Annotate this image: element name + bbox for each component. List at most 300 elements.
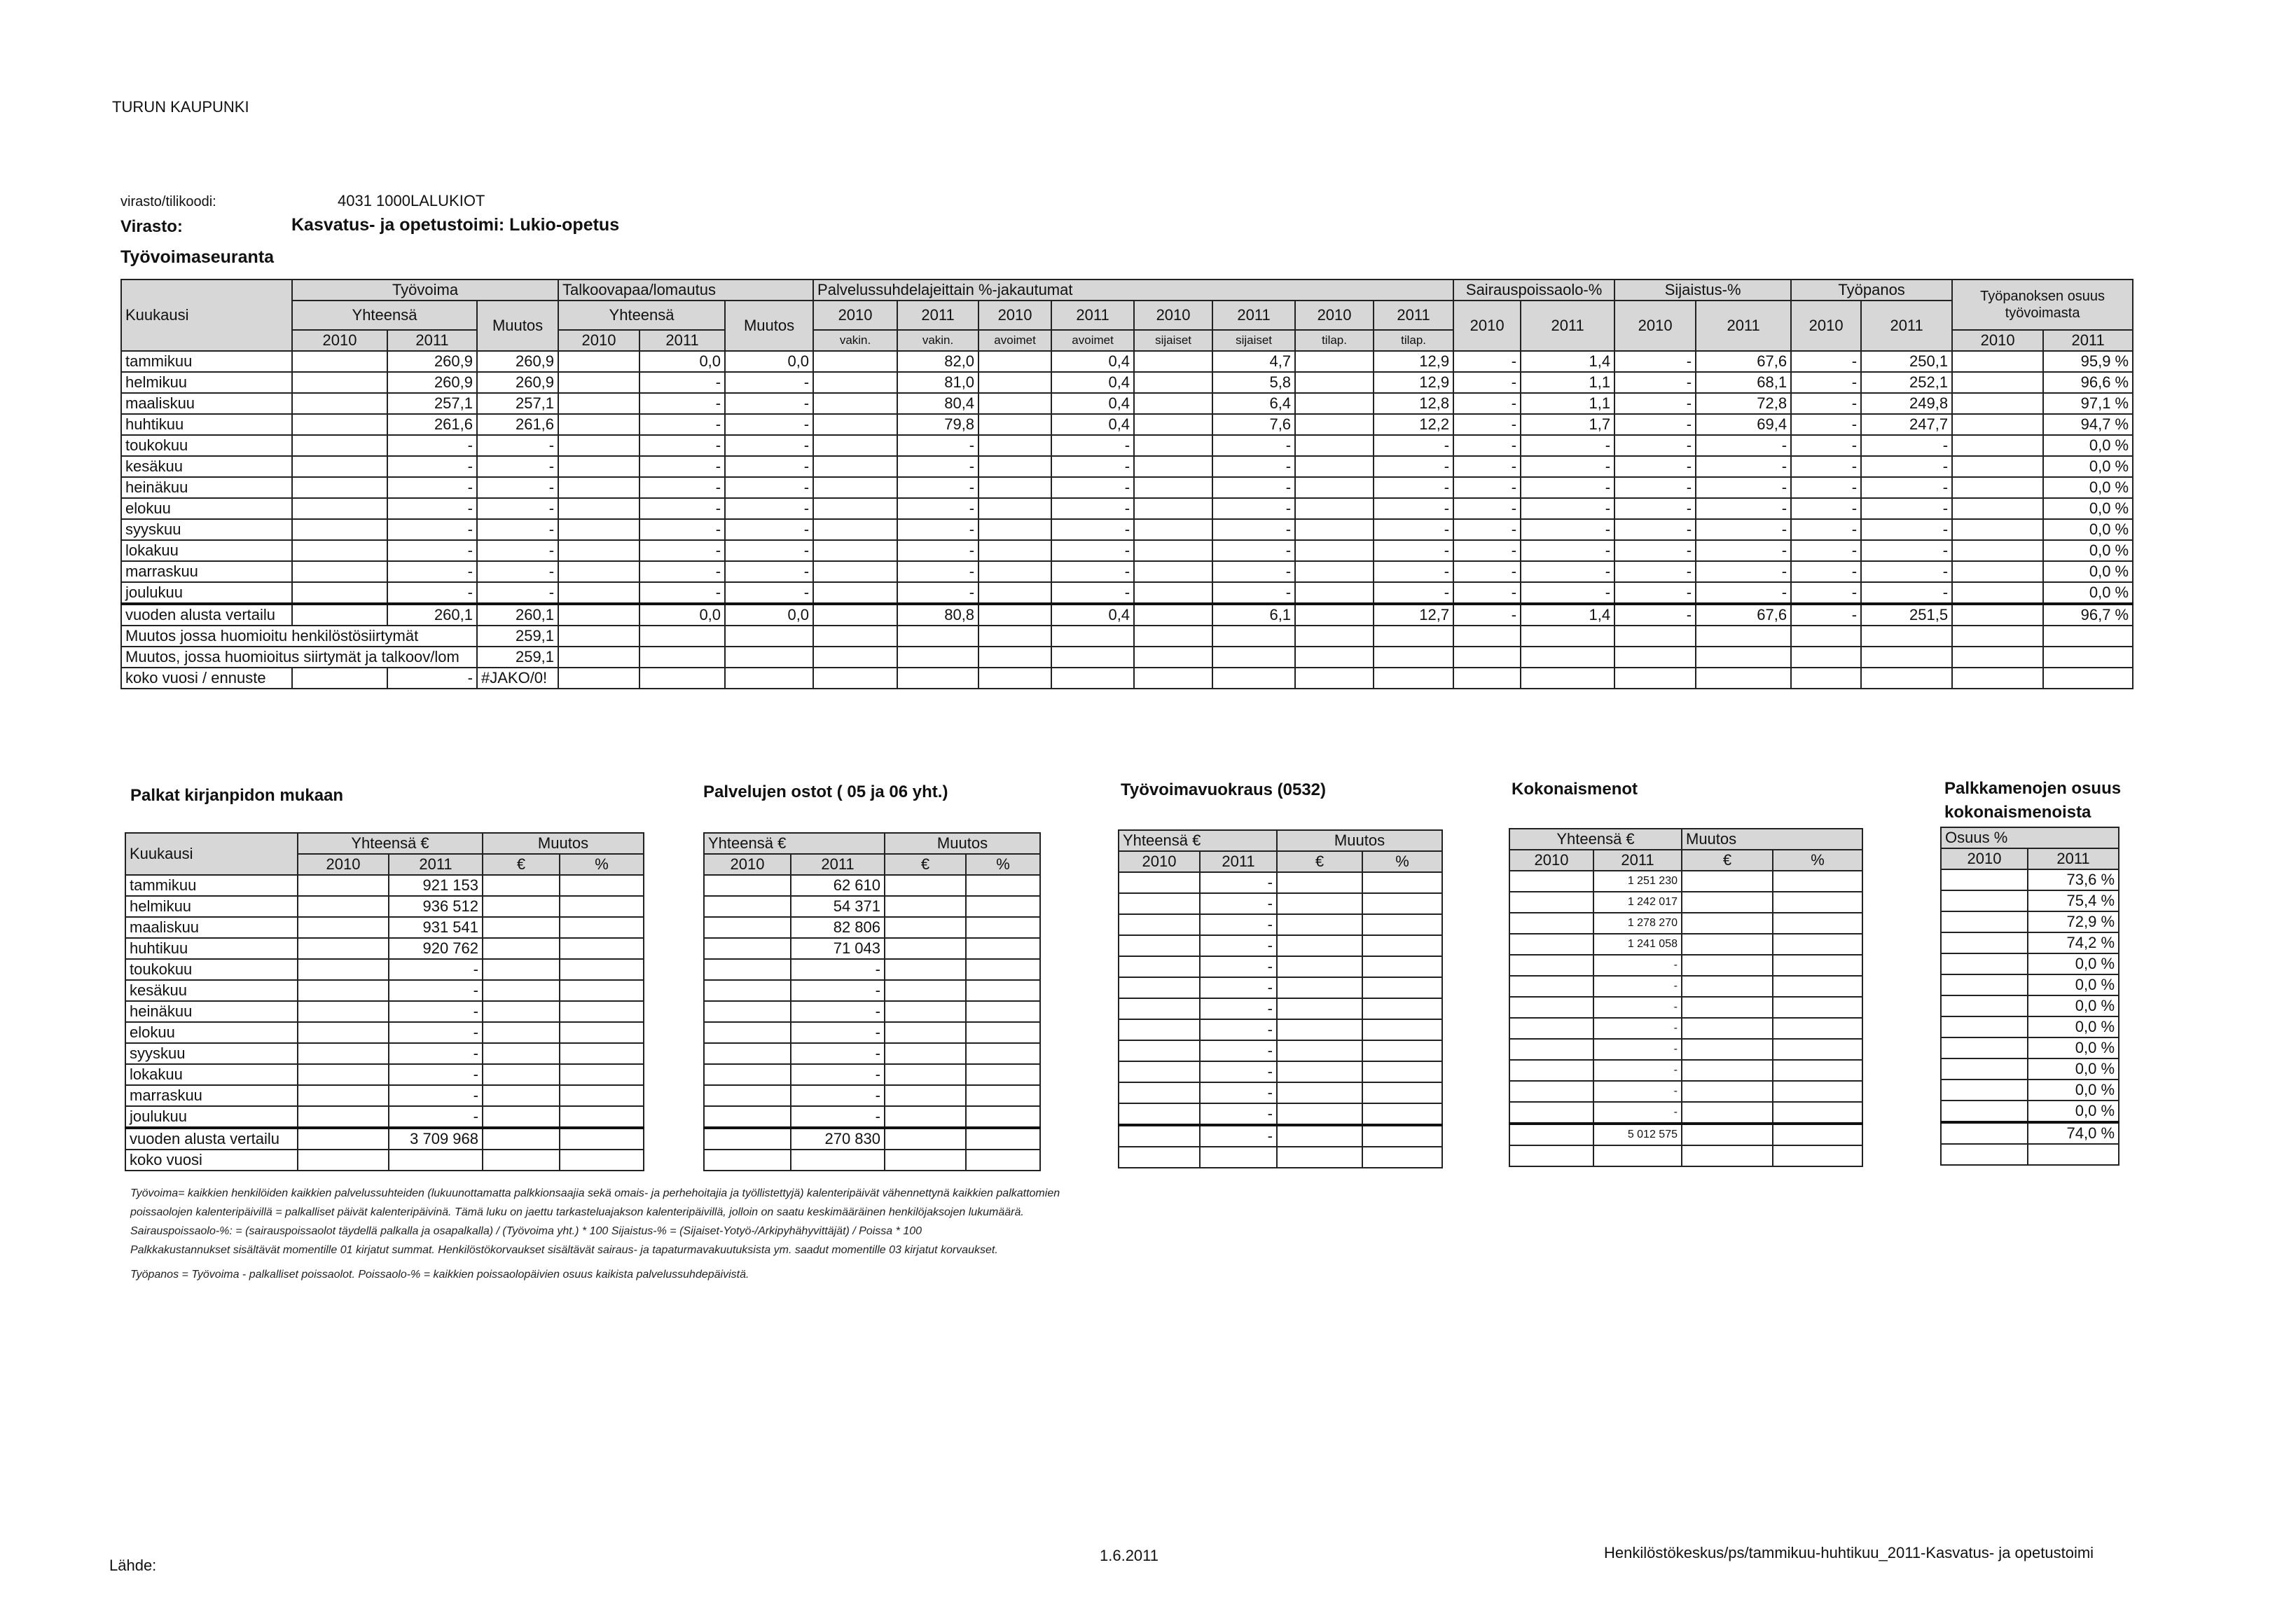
table-cell: -: [477, 498, 558, 519]
table-cell: [1773, 871, 1862, 892]
table-row: [1941, 974, 2119, 995]
table-cell: [1295, 519, 1374, 540]
table-cell: -: [1212, 561, 1295, 582]
table-cell: -: [1861, 519, 1952, 540]
table-cell: [1773, 934, 1862, 955]
table-cell: [813, 477, 897, 498]
table-cell: 71 043: [791, 938, 885, 959]
month-cell: helmikuu: [121, 372, 292, 393]
table-cell: [1861, 668, 1952, 689]
table-cell: [704, 1064, 791, 1085]
table-cell: -: [1593, 1060, 1682, 1081]
table-cell: -: [387, 519, 477, 540]
table-cell: [298, 980, 389, 1001]
table-cell: -: [1212, 477, 1295, 498]
table-cell: [1614, 626, 1696, 647]
table-cell: [1941, 1101, 2028, 1122]
table-cell: -: [897, 582, 978, 604]
table-cell: -: [1791, 393, 1861, 414]
table-cell: -: [389, 959, 483, 980]
table-cell: [978, 668, 1051, 689]
kokonais-table: [1509, 828, 1863, 1167]
table-cell: [1509, 976, 1593, 997]
table-cell: [1952, 372, 2043, 393]
table-cell: 0,0 %: [2028, 1058, 2119, 1080]
total-row: [1509, 1124, 1862, 1145]
table-cell: [885, 1064, 966, 1085]
header-sijaistus: Sijaistus-%: [1614, 280, 1791, 301]
table-cell: -: [897, 456, 978, 477]
total-label: vuoden alusta vertailu: [125, 1128, 298, 1150]
table-cell: 270 830: [791, 1128, 885, 1150]
table-cell: 1,7: [1521, 414, 1614, 435]
table-cell: [1051, 626, 1134, 647]
table-cell: [298, 1106, 389, 1128]
table-cell: [704, 980, 791, 1001]
table-cell: [1509, 934, 1593, 955]
table-cell: [298, 917, 389, 938]
table-cell: [2043, 647, 2133, 668]
table-cell: [1362, 1125, 1442, 1147]
table-cell: [1509, 997, 1593, 1018]
table-row: [121, 393, 2133, 414]
table-cell: -: [791, 1022, 885, 1043]
sub-header: avoimet: [978, 330, 1051, 351]
table-cell: [966, 1128, 1040, 1150]
table-cell: 96,6 %: [2043, 372, 2133, 393]
table-cell: [1773, 1102, 1862, 1124]
table-cell: [1941, 911, 2028, 932]
table-cell: [2043, 626, 2133, 647]
table-cell: 1 278 270: [1593, 913, 1682, 934]
table-cell: -: [389, 980, 483, 1001]
table-cell: [978, 456, 1051, 477]
table-cell: -: [1200, 1040, 1277, 1061]
palkat-header-yhteensa: Yhteensä €: [298, 833, 483, 854]
kokonais-header-muutos: Muutos: [1682, 829, 1862, 850]
table-row: [1941, 1037, 2119, 1058]
table-cell: -: [1200, 1019, 1277, 1040]
header-sairaus: Sairauspoissaolo-%: [1453, 280, 1614, 301]
table-cell: [978, 561, 1051, 582]
table-cell: [558, 540, 639, 561]
table-cell: 0,4: [1051, 393, 1134, 414]
table-cell: -: [1374, 582, 1453, 604]
table-cell: [1277, 1147, 1362, 1168]
koko-vuosi-row: [121, 668, 2133, 689]
table-cell: [639, 626, 725, 647]
table-cell: [1362, 1147, 1442, 1168]
palvelut-title: Palvelujen ostot ( 05 ja 06 yht.): [703, 782, 948, 801]
year: 2011: [2028, 848, 2119, 869]
table-cell: [1952, 393, 2043, 414]
table-cell: [298, 1128, 389, 1150]
table-cell: [1952, 477, 2043, 498]
table-cell: [1134, 351, 1212, 372]
table-cell: [1295, 668, 1374, 689]
footer-date: 1.6.2011: [1100, 1547, 1159, 1564]
eur-header: €: [1277, 851, 1362, 872]
table-cell: -: [1614, 540, 1696, 561]
table-row: [1119, 1040, 1442, 1061]
table-row: [1941, 1101, 2119, 1122]
table-cell: [966, 1001, 1040, 1022]
table-cell: 74,2 %: [2028, 932, 2119, 953]
table-cell: [292, 414, 387, 435]
table-cell: -: [1453, 435, 1521, 456]
table-cell: -: [1593, 997, 1682, 1018]
table-cell: [1134, 582, 1212, 604]
table-cell: 72,9 %: [2028, 911, 2119, 932]
table-cell: [1614, 647, 1696, 668]
table-cell: [885, 917, 966, 938]
table-cell: [813, 582, 897, 604]
year: 2011: [639, 330, 725, 351]
table-cell: [1773, 1039, 1862, 1060]
year: 2011: [897, 301, 978, 330]
table-cell: [978, 626, 1051, 647]
table-row: [125, 896, 644, 917]
year: 2010: [1952, 330, 2043, 351]
table-cell: 0,0: [639, 604, 725, 626]
year: 2011: [389, 854, 483, 875]
table-cell: -: [725, 519, 813, 540]
table-cell: [966, 1064, 1040, 1085]
table-cell: -: [1791, 561, 1861, 582]
table-cell: -: [1453, 582, 1521, 604]
table-row: [1941, 1080, 2119, 1101]
table-row: [1119, 1019, 1442, 1040]
table-cell: [1134, 372, 1212, 393]
table-cell: 0,4: [1051, 414, 1134, 435]
table-cell: -: [1791, 435, 1861, 456]
table-cell: [885, 1043, 966, 1064]
table-cell: [978, 519, 1051, 540]
table-cell: -: [725, 372, 813, 393]
adjustment-label: Muutos, jossa huomioitus siirtymät ja talkoov/lom: [121, 647, 477, 668]
table-cell: -: [1791, 414, 1861, 435]
table-cell: [560, 1043, 644, 1064]
table-cell: [292, 477, 387, 498]
table-cell: [704, 1106, 791, 1128]
table-cell: [483, 917, 560, 938]
table-cell: 12,9: [1374, 351, 1453, 372]
table-cell: -: [1791, 477, 1861, 498]
month-cell: maaliskuu: [125, 917, 298, 938]
table-cell: 80,4: [897, 393, 978, 414]
table-cell: [1362, 893, 1442, 914]
table-cell: 1,1: [1521, 372, 1614, 393]
table-cell: -: [897, 540, 978, 561]
table-cell: -: [477, 561, 558, 582]
osuus-table: [1940, 827, 2119, 1166]
month-cell: kesäkuu: [121, 456, 292, 477]
table-row: [125, 1001, 644, 1022]
month-cell: toukokuu: [121, 435, 292, 456]
table-cell: [1952, 456, 2043, 477]
table-cell: -: [389, 1106, 483, 1128]
total-row: [121, 604, 2133, 626]
table-cell: [558, 582, 639, 604]
table-cell: [966, 896, 1040, 917]
table-cell: [558, 561, 639, 582]
header-tyovoima: Työvoima: [292, 280, 558, 301]
table-cell: [1119, 1082, 1200, 1103]
table-row: [1509, 1102, 1862, 1124]
table-row: [1509, 892, 1862, 913]
table-cell: [1941, 1080, 2028, 1101]
table-cell: [1952, 582, 2043, 604]
table-cell: 0,4: [1051, 604, 1134, 626]
table-cell: -: [1212, 435, 1295, 456]
table-cell: 1 251 230: [1593, 871, 1682, 892]
sub-header: sijaiset: [1134, 330, 1212, 351]
year: 2011: [1861, 301, 1952, 351]
table-cell: [1134, 435, 1212, 456]
table-cell: -: [1051, 519, 1134, 540]
table-cell: [1295, 604, 1374, 626]
table-cell: [1295, 351, 1374, 372]
table-cell: 82 806: [791, 917, 885, 938]
table-cell: [1509, 1102, 1593, 1124]
table-cell: [1941, 1037, 2028, 1058]
table-cell: [292, 519, 387, 540]
table-cell: -: [791, 1085, 885, 1106]
table-cell: [966, 959, 1040, 980]
table-cell: [1941, 1058, 2028, 1080]
table-cell: [725, 668, 813, 689]
table-cell: [1051, 647, 1134, 668]
table-cell: [1696, 626, 1791, 647]
header-yhteensa-2: Yhteensä: [558, 301, 725, 330]
table-cell: -: [897, 561, 978, 582]
table-cell: -: [639, 561, 725, 582]
osuus-title-1: Palkkamenojen osuus: [1944, 779, 2122, 798]
table-cell: -: [1593, 1039, 1682, 1060]
table-cell: -: [725, 414, 813, 435]
table-cell: [885, 1001, 966, 1022]
table-row: [1119, 1082, 1442, 1103]
table-row: [704, 980, 1040, 1001]
table-cell: -: [1200, 998, 1277, 1019]
table-cell: [1682, 1145, 1773, 1166]
table-row: [1509, 976, 1862, 997]
table-cell: [1509, 892, 1593, 913]
table-cell: [1277, 1082, 1362, 1103]
table-row: [121, 582, 2133, 604]
table-cell: [1295, 647, 1374, 668]
table-cell: -: [1593, 1018, 1682, 1039]
table-cell: 0,4: [1051, 372, 1134, 393]
table-cell: [966, 1022, 1040, 1043]
table-cell: -: [389, 1085, 483, 1106]
table-cell: 1 241 058: [1593, 934, 1682, 955]
table-cell: [966, 1043, 1040, 1064]
table-row: [704, 1085, 1040, 1106]
table-cell: 247,7: [1861, 414, 1952, 435]
table-cell: 3 709 968: [389, 1128, 483, 1150]
table-row: [1941, 869, 2119, 890]
table-cell: [1453, 647, 1521, 668]
table-row: [1509, 934, 1862, 955]
table-cell: 260,9: [387, 372, 477, 393]
table-cell: 72,8: [1696, 393, 1791, 414]
table-cell: [1696, 647, 1791, 668]
table-cell: -: [1791, 456, 1861, 477]
table-cell: 931 541: [389, 917, 483, 938]
table-cell: [1295, 435, 1374, 456]
table-row: [704, 1064, 1040, 1085]
table-cell: -: [1374, 561, 1453, 582]
table-cell: -: [387, 456, 477, 477]
table-cell: -: [477, 582, 558, 604]
table-cell: -: [1453, 540, 1521, 561]
table-cell: [1682, 1081, 1773, 1102]
table-cell: 74,0 %: [2028, 1122, 2119, 1144]
table-cell: -: [1212, 498, 1295, 519]
table-cell: [298, 896, 389, 917]
table-cell: [1277, 1019, 1362, 1040]
table-cell: [558, 626, 639, 647]
total-row: [1119, 1125, 1442, 1147]
table-cell: [1861, 647, 1952, 668]
palvelut-table: [703, 832, 1041, 1171]
table-cell: [1134, 647, 1212, 668]
table-cell: -: [1212, 582, 1295, 604]
table-cell: [483, 1085, 560, 1106]
table-cell: [1941, 932, 2028, 953]
table-cell: [1134, 668, 1212, 689]
table-row: [704, 1106, 1040, 1128]
table-cell: -: [1200, 872, 1277, 893]
table-cell: -: [639, 477, 725, 498]
table-cell: -: [639, 435, 725, 456]
table-cell: 260,9: [387, 351, 477, 372]
table-cell: -: [387, 668, 477, 689]
table-cell: [1051, 668, 1134, 689]
year: 2010: [298, 854, 389, 875]
table-cell: -: [1614, 582, 1696, 604]
table-cell: 250,1: [1861, 351, 1952, 372]
total-label: vuoden alusta vertailu: [121, 604, 292, 626]
table-cell: -: [1051, 582, 1134, 604]
table-cell: -: [1791, 540, 1861, 561]
table-cell: [704, 938, 791, 959]
table-cell: 0,0 %: [2043, 582, 2133, 604]
sub-header: vakin.: [813, 330, 897, 351]
table-cell: [1119, 1103, 1200, 1125]
vuokraus-header-muutos: Muutos: [1277, 830, 1442, 851]
year: 2011: [1593, 850, 1682, 871]
table-row: [704, 896, 1040, 917]
table-cell: 95,9 %: [2043, 351, 2133, 372]
table-cell: -: [1861, 582, 1952, 604]
table-cell: -: [639, 582, 725, 604]
table-row: [121, 435, 2133, 456]
table-cell: [978, 540, 1051, 561]
table-cell: [1362, 1019, 1442, 1040]
table-cell: [1593, 1145, 1682, 1166]
table-cell: [1773, 892, 1862, 913]
table-cell: [1791, 626, 1861, 647]
table-cell: [1374, 647, 1453, 668]
table-cell: 0,0: [725, 351, 813, 372]
pct-header: %: [966, 854, 1040, 875]
table-cell: 0,0 %: [2043, 519, 2133, 540]
table-cell: [1941, 995, 2028, 1016]
table-cell: -: [1212, 519, 1295, 540]
table-cell: [1521, 626, 1614, 647]
table-cell: -: [389, 1001, 483, 1022]
table-cell: 260,1: [387, 604, 477, 626]
table-row: [704, 1043, 1040, 1064]
table-cell: 261,6: [387, 414, 477, 435]
table-cell: -: [1212, 540, 1295, 561]
table-cell: 12,9: [1374, 372, 1453, 393]
table-cell: -: [387, 561, 477, 582]
table-cell: [978, 414, 1051, 435]
table-cell: [2028, 1144, 2119, 1165]
table-cell: [558, 604, 639, 626]
table-cell: [1682, 955, 1773, 976]
table-row: [1941, 1016, 2119, 1037]
virasto-label: Virasto:: [120, 217, 183, 236]
table-row: [1941, 1144, 2119, 1165]
year: 2010: [978, 301, 1051, 330]
table-cell: [1134, 540, 1212, 561]
table-cell: [1773, 976, 1862, 997]
month-cell: tammikuu: [125, 875, 298, 896]
table-cell: [639, 647, 725, 668]
note-line: Sairauspoissaolo-%: = (sairauspoissaolot täydellä palkalla ja osapalkalla) / (Työvoima yht.) * 100 Sijaistus-% = (Sijaiset-Yotyö-/Arkipyhähyvittäjät) / Poissa * 100: [130, 1225, 922, 1237]
table-cell: [560, 917, 644, 938]
table-cell: [704, 1150, 791, 1171]
koko-vuosi-label: koko vuosi: [125, 1150, 298, 1171]
table-cell: [1295, 393, 1374, 414]
table-cell: [978, 435, 1051, 456]
table-cell: [1362, 872, 1442, 893]
table-cell: -: [1521, 582, 1614, 604]
table-cell: [1952, 351, 2043, 372]
table-cell: [1295, 372, 1374, 393]
table-cell: 0,0 %: [2028, 995, 2119, 1016]
table-cell: -: [1453, 414, 1521, 435]
table-cell: [813, 435, 897, 456]
table-cell: -: [791, 1001, 885, 1022]
year: 2010: [1119, 851, 1200, 872]
palkat-header-muutos: Muutos: [483, 833, 644, 854]
table-cell: 73,6 %: [2028, 869, 2119, 890]
koko-vuosi-label: koko vuosi / ennuste: [121, 668, 292, 689]
table-cell: 921 153: [389, 875, 483, 896]
table-row: [704, 1022, 1040, 1043]
table-cell: -: [725, 456, 813, 477]
table-cell: [1941, 1016, 2028, 1037]
month-cell: lokakuu: [121, 540, 292, 561]
table-cell: [1682, 1039, 1773, 1060]
table-cell: -: [639, 519, 725, 540]
year: 2010: [1614, 301, 1696, 351]
table-cell: [885, 938, 966, 959]
table-cell: -: [1791, 372, 1861, 393]
table-cell: -: [1051, 435, 1134, 456]
sub-header: avoimet: [1051, 330, 1134, 351]
table-cell: -: [1614, 393, 1696, 414]
table-cell: -: [1374, 519, 1453, 540]
code-label: virasto/tilikoodi:: [120, 194, 216, 209]
table-cell: 68,1: [1696, 372, 1791, 393]
table-cell: -: [725, 435, 813, 456]
